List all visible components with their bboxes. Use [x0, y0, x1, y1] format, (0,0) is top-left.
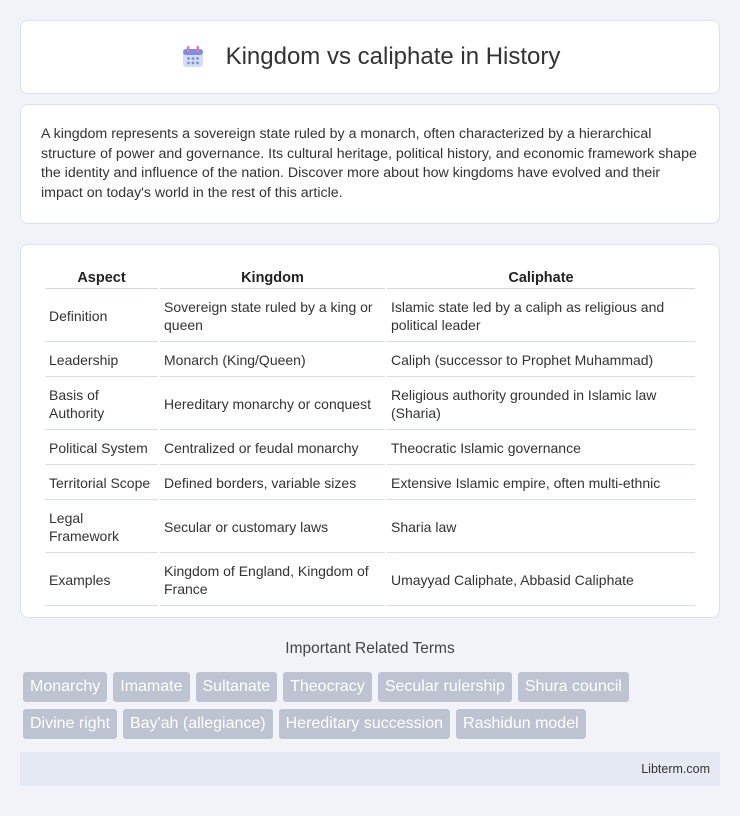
tag-bayah[interactable]: Bay'ah (allegiance): [123, 709, 273, 739]
tag-sultanate[interactable]: Sultanate: [196, 672, 278, 702]
cell-caliphate: Umayyad Caliphate, Abbasid Caliphate: [387, 555, 695, 606]
page-title: Kingdom vs caliphate in History: [225, 43, 561, 70]
title-card: [20, 20, 720, 94]
intro-card: [20, 104, 720, 224]
cell-aspect: Leadership: [45, 344, 158, 377]
cell-caliphate: Caliph (successor to Prophet Muhammad): [387, 344, 695, 377]
tag-hereditary-succession[interactable]: Hereditary succession: [279, 709, 450, 739]
cell-aspect: Examples: [45, 555, 158, 606]
header-caliphate: Caliphate: [387, 267, 695, 289]
cell-caliphate: Extensive Islamic empire, often multi-ethnic: [387, 467, 695, 500]
table-row: [45, 291, 695, 342]
tag-shura-council[interactable]: Shura council: [518, 672, 629, 702]
table-row: [45, 502, 695, 553]
tag-rashidun-model[interactable]: Rashidun model: [456, 709, 586, 739]
tag-monarchy[interactable]: Monarchy: [23, 672, 107, 702]
table-row: [45, 555, 695, 606]
cell-aspect: Legal Framework: [45, 502, 158, 553]
cell-aspect: Territorial Scope: [45, 467, 158, 500]
tag-imamate[interactable]: Imamate: [113, 672, 189, 702]
table-header-row: [45, 267, 695, 289]
comparison-table: [43, 265, 697, 608]
cell-aspect: Political System: [45, 432, 158, 465]
tag-divine-right[interactable]: Divine right: [23, 709, 117, 739]
cell-kingdom: Hereditary monarchy or conquest: [160, 379, 385, 430]
cell-kingdom: Sovereign state ruled by a king or queen: [160, 291, 385, 342]
cell-kingdom: Monarch (King/Queen): [160, 344, 385, 377]
related-terms-heading: Important Related Terms: [285, 640, 455, 657]
calendar-icon: [180, 44, 206, 70]
intro-paragraph: A kingdom represents a sovereign state ruled by a monarch, often characterized by a hierarchical structure of power and governance. Its cultural heritage, political history, and economic framework shape the identity and influence of the nation. Discover more about how kingdoms have evolved and their impact on today's world in the rest of this article.: [41, 126, 697, 201]
cell-caliphate: Theocratic Islamic governance: [387, 432, 695, 465]
cell-caliphate: Islamic state led by a caliph as religious and political leader: [387, 291, 695, 342]
table-row: [45, 467, 695, 500]
cell-caliphate: Religious authority grounded in Islamic law (Sharia): [387, 379, 695, 430]
cell-aspect: Definition: [45, 291, 158, 342]
table-row: [45, 379, 695, 430]
cell-kingdom: Secular or customary laws: [160, 502, 385, 553]
header-aspect: Aspect: [45, 267, 158, 289]
table-row: [45, 344, 695, 377]
header-kingdom: Kingdom: [160, 267, 385, 289]
related-terms-list: [23, 672, 723, 739]
tag-secular-rulership[interactable]: Secular rulership: [378, 672, 512, 702]
cell-kingdom: Defined borders, variable sizes: [160, 467, 385, 500]
cell-aspect: Basis of Authority: [45, 379, 158, 430]
footer: [20, 752, 720, 786]
comparison-table-card: [20, 244, 720, 618]
cell-kingdom: Centralized or feudal monarchy: [160, 432, 385, 465]
footer-site-link[interactable]: Libterm.com: [641, 762, 710, 776]
tag-theocracy[interactable]: Theocracy: [283, 672, 372, 702]
table-row: [45, 432, 695, 465]
cell-kingdom: Kingdom of England, Kingdom of France: [160, 555, 385, 606]
cell-caliphate: Sharia law: [387, 502, 695, 553]
